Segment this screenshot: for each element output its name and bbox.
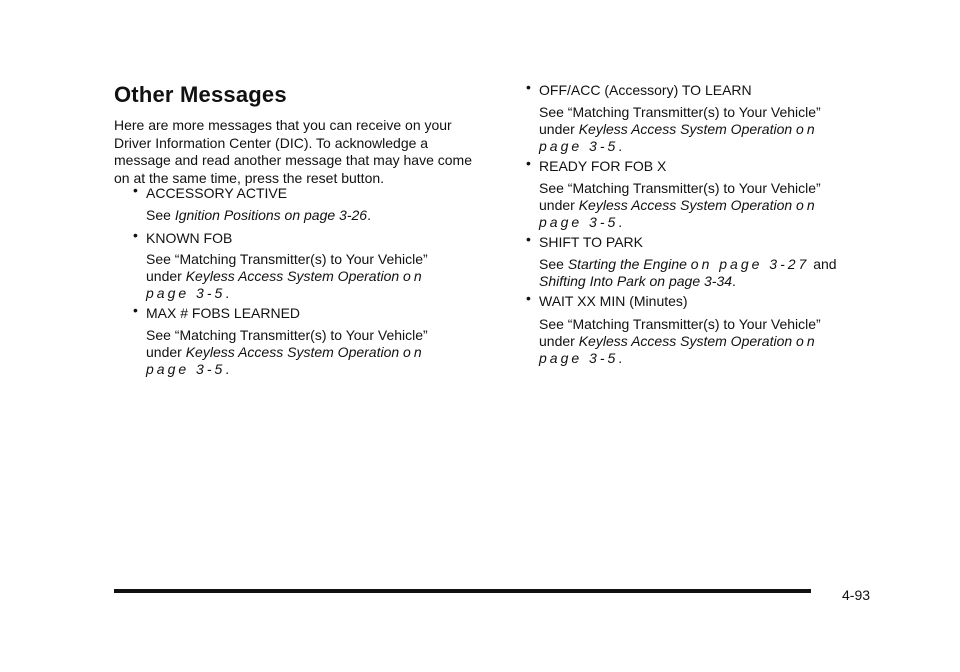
see-text: See “Matching Transmitter(s) to Your Vehicle” under: [539, 104, 821, 137]
cross-reference-page: on page 3-5: [146, 268, 425, 301]
message-label: OFF/ACC (Accessory) TO LEARN: [539, 82, 752, 98]
cross-reference: Shifting Into Park: [539, 273, 646, 289]
message-description: [539, 104, 859, 155]
period: .: [618, 350, 623, 366]
bullet-icon: •: [526, 231, 531, 247]
intro-paragraph: Here are more messages that you can receive on your Driver Information Center (DIC). To acknowledge a message and read another message that may have come on at the same time, press the reset button.: [114, 117, 472, 186]
cross-reference-page: on page 3-27: [690, 256, 810, 272]
message-description: [146, 251, 466, 302]
message-label: ACCESSORY ACTIVE: [146, 185, 288, 201]
list-item: [133, 302, 301, 322]
cross-reference-page: on page 3-5: [539, 121, 818, 154]
message-label: SHIFT TO PARK: [539, 234, 643, 250]
period: .: [225, 361, 230, 377]
period: .: [618, 138, 623, 154]
cross-reference: Starting the Engine: [567, 256, 687, 272]
see-text: See “Matching Transmitter(s) to Your Vehicle” under: [539, 316, 821, 349]
cross-reference: Keyless Access System Operation: [185, 268, 400, 284]
cross-reference-page: on page 3-5: [146, 344, 425, 377]
period: .: [618, 214, 623, 230]
list-item: [526, 231, 643, 251]
cross-reference: Keyless Access System Operation: [578, 333, 793, 349]
message-description: [539, 316, 859, 367]
message-description: [539, 256, 859, 290]
bullet-icon: •: [526, 155, 531, 171]
cross-reference: Keyless Access System Operation: [185, 344, 400, 360]
list-item: [133, 182, 288, 202]
period: .: [225, 285, 230, 301]
period: .: [732, 273, 736, 289]
see-text: See: [146, 207, 171, 223]
cross-reference: Ignition Positions on page 3-26: [174, 207, 368, 223]
cross-reference: Keyless Access System Operation: [578, 197, 793, 213]
cross-reference-page: on page 3-34: [649, 273, 733, 289]
bullet-icon: •: [526, 79, 531, 95]
see-text: See “Matching Transmitter(s) to Your Vehicle” under: [539, 180, 821, 213]
cross-reference: Keyless Access System Operation: [578, 121, 793, 137]
page-number: 4-93: [842, 587, 871, 603]
message-label: READY FOR FOB X: [539, 158, 667, 174]
bullet-icon: •: [526, 290, 531, 306]
message-description: [539, 180, 859, 231]
see-text: See: [539, 256, 564, 272]
cross-reference-page: on page 3-5: [539, 333, 818, 366]
message-description: [146, 207, 466, 224]
bullet-icon: •: [133, 227, 138, 243]
and-text: and: [813, 256, 837, 272]
cross-reference-page: on page 3-5: [539, 197, 818, 230]
see-text: See “Matching Transmitter(s) to Your Vehicle” under: [146, 327, 428, 360]
bullet-icon: •: [133, 302, 138, 318]
message-label: MAX # FOBS LEARNED: [146, 305, 301, 321]
bullet-icon: •: [133, 182, 138, 198]
message-description: [146, 327, 466, 378]
period: .: [367, 207, 371, 223]
section-title: Other Messages: [114, 82, 287, 107]
message-label: WAIT XX MIN (Minutes): [539, 293, 688, 309]
list-item: [526, 155, 667, 175]
see-text: See “Matching Transmitter(s) to Your Vehicle” under: [146, 251, 428, 284]
list-item: [133, 227, 233, 247]
list-item: [526, 290, 688, 310]
list-item: [526, 79, 752, 99]
message-label: KNOWN FOB: [146, 230, 233, 246]
footer-rule: [114, 589, 811, 593]
